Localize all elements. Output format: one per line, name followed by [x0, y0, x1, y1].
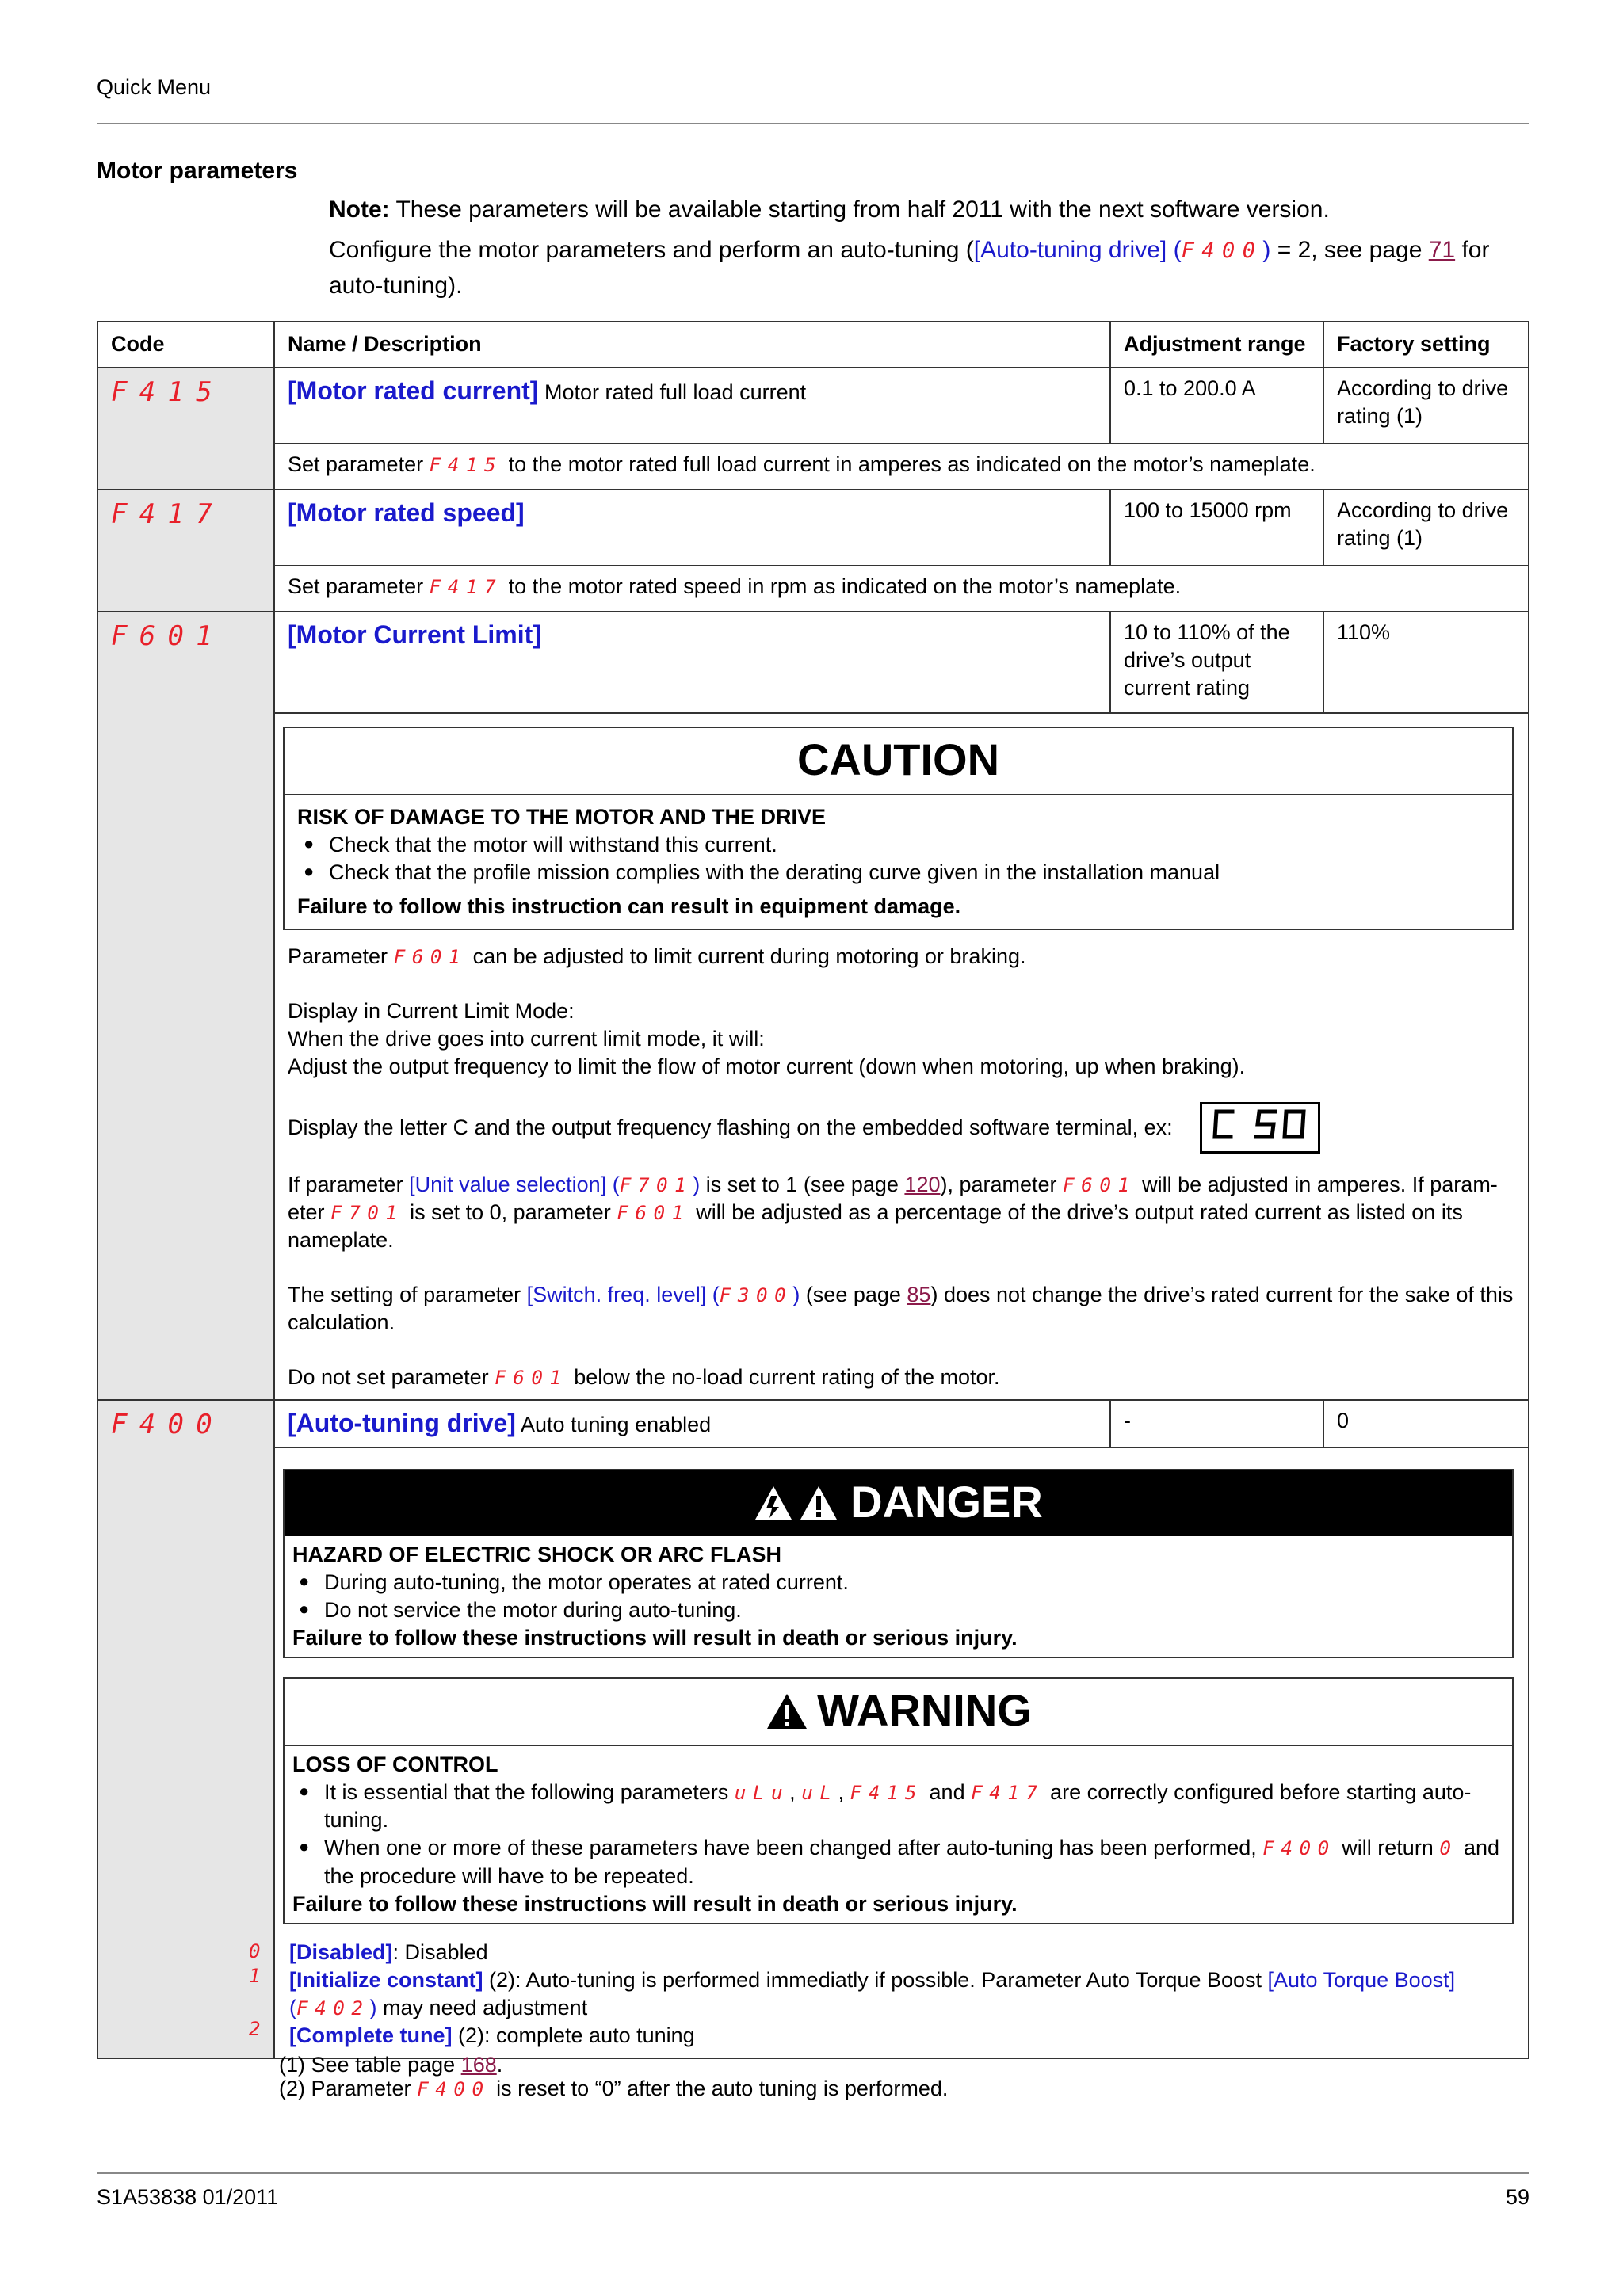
- footnotes: [279, 2054, 948, 2100]
- text-segment: [606, 1173, 613, 1196]
- param-name: [Motor rated current]: [288, 376, 539, 405]
- warning-bullet: [324, 1834, 1504, 1890]
- table-row: [97, 368, 1529, 444]
- option-text: [289, 1966, 1515, 2022]
- param-code: F415: [429, 453, 503, 476]
- text-segment: ,: [789, 1780, 802, 1805]
- header-name: Name / Description: [274, 322, 1110, 368]
- param-code: F400: [1262, 1836, 1336, 1860]
- text-segment: may need adjustment: [376, 1995, 588, 2019]
- table-row: [97, 490, 1529, 566]
- text-segment: [1167, 237, 1173, 263]
- option-text: [289, 2022, 1515, 2050]
- desc-line: Display the letter C and the output frequency flashing on the embedded software terminal, ex:: [288, 1115, 1173, 1139]
- param-code: F402: [296, 1996, 370, 2019]
- text-segment: can be adjusted to limit current during motoring or braking.: [467, 944, 1026, 969]
- desc-cell: [274, 444, 1529, 490]
- param-code: F417: [971, 1781, 1044, 1805]
- header-range: Adjustment range: [1110, 322, 1323, 368]
- code-f601: F601: [111, 620, 225, 652]
- warning-box: [283, 1677, 1514, 1924]
- table-row: [97, 1447, 1529, 2058]
- link-segment[interactable]: ): [693, 1172, 701, 1196]
- param-name: [Motor Current Limit]: [288, 620, 541, 649]
- page-number: 59: [1505, 2185, 1529, 2209]
- link-segment[interactable]: ): [369, 1995, 377, 2019]
- param-name: [Auto-tuning drive]: [288, 1409, 516, 1438]
- text-segment: will return: [1335, 1836, 1440, 1860]
- code-f415: F415: [111, 376, 225, 408]
- link-segment[interactable]: [Switch. freq. level]: [526, 1282, 707, 1306]
- page-link[interactable]: 168: [460, 2053, 497, 2077]
- desc-line: Adjust the output frequency to limit the flow of motor current (down when motoring, up when braking).: [288, 1055, 1246, 1079]
- desc-text: [288, 451, 1515, 479]
- text-segment: The setting of parameter: [288, 1282, 527, 1306]
- desc-line: When the drive goes into current limit mode, it will:: [288, 1027, 765, 1051]
- text-segment: These parameters will be available starting from half 2011 with the next software version.: [389, 196, 1330, 223]
- text-segment: It is essential that the following parameters: [324, 1780, 735, 1805]
- table-header-row: [97, 322, 1529, 368]
- page-link[interactable]: 71: [1428, 237, 1456, 263]
- param-code: F400: [1181, 238, 1263, 263]
- desc-text: [288, 943, 1515, 971]
- text-segment: ), parameter: [940, 1172, 1064, 1196]
- warning-icon: [765, 1691, 809, 1731]
- text-segment: = 2, see page: [1270, 237, 1429, 263]
- text-segment: Set parameter: [288, 574, 430, 598]
- range-cell: 10 to 110% of the drive’s output current rating: [1110, 612, 1323, 713]
- link-segment[interactable]: [Unit value selection]: [409, 1172, 607, 1196]
- danger-box: [283, 1469, 1514, 1658]
- param-code: F415: [850, 1781, 924, 1805]
- param-code: 0: [1439, 1836, 1458, 1860]
- text-segment: to the motor rated speed in rpm as indicated on the motor’s nameplate.: [502, 574, 1182, 598]
- warning-bullet: [324, 1779, 1504, 1834]
- desc-text: [288, 1281, 1515, 1337]
- table-row: [97, 713, 1529, 1400]
- desc-cell: [274, 713, 1529, 1400]
- desc-cell: [248, 1447, 1529, 2058]
- link-segment[interactable]: ): [1262, 237, 1271, 263]
- code-cell: [97, 368, 274, 490]
- link-segment[interactable]: (: [1173, 237, 1182, 263]
- option-code: 0: [248, 1939, 267, 1962]
- text-segment: If parameter: [288, 1172, 410, 1196]
- caution-heading: RISK OF DAMAGE TO THE MOTOR AND THE DRIVE: [297, 804, 827, 829]
- segment-display-c50: [1200, 1102, 1320, 1154]
- warning-title-bar: [285, 1679, 1512, 1746]
- param-code: F417: [429, 575, 503, 598]
- options-list: [248, 1937, 1528, 2050]
- text-segment: [706, 1283, 712, 1306]
- name-cell: [274, 490, 1110, 566]
- danger-bullet: ● Do not service the motor during auto-tuning.: [324, 1596, 1504, 1624]
- option-codes: [220, 1939, 267, 2042]
- text-segment: (2) Parameter: [279, 2076, 418, 2100]
- danger-bullet: ● During auto-tuning, the motor operates at rated current.: [324, 1569, 1504, 1596]
- desc-text: [288, 1363, 1515, 1391]
- table-row: [97, 612, 1529, 713]
- text-segment: (2): Auto-tuning is performed immediatly if possible. Parameter Auto Torque Boost: [483, 1967, 1268, 1992]
- desc-text: [288, 1171, 1515, 1254]
- name-cell: [274, 612, 1110, 713]
- desc-line: Display in Current Limit Mode:: [288, 999, 575, 1024]
- caution-bullet: ● Check that the profile mission complies with the derating curve given in the installation manual: [329, 859, 1499, 887]
- code-cell: [97, 612, 274, 1400]
- param-name: [Motor rated speed]: [288, 498, 525, 527]
- page-link[interactable]: 85: [907, 1282, 931, 1306]
- text-segment: ) does not change the drive’s rated current for the sake of this calculation.: [288, 1282, 1514, 1335]
- warning-failure: Failure to follow these instructions will result in death or serious injury.: [292, 1891, 1018, 1916]
- config-paragraph: [329, 232, 1529, 303]
- text-segment: (1) See table page: [279, 2053, 461, 2077]
- option-label[interactable]: [Disabled]: [289, 1939, 393, 1964]
- text-segment: will be adjusted as a percentage of the drive’s output rated current as listed on its nameplate.: [288, 1199, 1463, 1252]
- warning-heading: LOSS OF CONTROL: [292, 1753, 498, 1777]
- table-row: [97, 566, 1529, 612]
- danger-heading: HAZARD OF ELECTRIC SHOCK OR ARC FLASH: [292, 1543, 781, 1566]
- param-code: F601: [1063, 1173, 1136, 1196]
- param-code: F400: [417, 2077, 491, 2100]
- text-segment: (2): complete auto tuning: [452, 2023, 695, 2048]
- footnote-1: [279, 2054, 948, 2077]
- param-code: F601: [495, 1366, 568, 1390]
- range-cell: -: [1110, 1400, 1323, 1447]
- option-text: [289, 1939, 1515, 1966]
- name-cell: [274, 1400, 1110, 1447]
- note-paragraph: [329, 192, 1529, 227]
- link-segment[interactable]: [Auto-tuning drive]: [973, 237, 1167, 263]
- param-code: uL: [801, 1781, 838, 1805]
- option-label[interactable]: [Complete tune]: [289, 2023, 453, 2048]
- danger-hazard-icon: [754, 1483, 841, 1523]
- header-code: Code: [97, 322, 274, 368]
- desc-cell: [274, 566, 1529, 612]
- text-segment: Configure the motor parameters and perform an auto-tuning (: [329, 237, 974, 263]
- footnote-2: [279, 2077, 948, 2101]
- factory-cell: According to drive rating (1): [1323, 490, 1529, 566]
- table-row: [97, 444, 1529, 490]
- segment-display-icon: [1209, 1107, 1312, 1142]
- caution-failure: Failure to follow this instruction can result in equipment damage.: [297, 894, 961, 919]
- param-code: F601: [617, 1200, 690, 1224]
- danger-title-bar: [285, 1470, 1512, 1536]
- link-segment[interactable]: (: [612, 1172, 620, 1196]
- header-factory: Factory setting: [1323, 322, 1529, 368]
- link-segment[interactable]: ): [792, 1282, 800, 1306]
- desc-text: [288, 573, 1515, 601]
- danger-title: DANGER: [850, 1477, 1043, 1527]
- danger-failure: Failure to follow these instructions will result in death or serious injury.: [292, 1626, 1018, 1650]
- param-code: F300: [719, 1283, 793, 1306]
- code-f400: F400: [111, 1409, 225, 1441]
- warning-title: WARNING: [817, 1685, 1032, 1736]
- range-cell: 0.1 to 200.0 A: [1110, 368, 1323, 444]
- text-segment: Set parameter: [288, 452, 430, 476]
- caution-title: CAUTION: [285, 728, 1512, 795]
- header-rule: [97, 123, 1529, 124]
- factory-cell: 0: [1323, 1400, 1529, 1447]
- text-segment: will be adjusted in amperes. If param-eter: [288, 1172, 1498, 1224]
- name-cell: [274, 368, 1110, 444]
- link-segment[interactable]: (: [712, 1282, 720, 1306]
- factory-cell: 110%: [1323, 612, 1529, 713]
- text-segment: below the no-load current rating of the motor.: [567, 1365, 1000, 1390]
- table-row: [97, 1400, 1529, 1447]
- text-segment: is set to 0, parameter: [403, 1199, 617, 1224]
- param-code: F701: [619, 1173, 693, 1196]
- param-code: F601: [393, 945, 468, 969]
- link-segment[interactable]: (: [289, 1995, 296, 2019]
- footer-rule: [97, 2172, 1529, 2174]
- text-segment: : Disabled: [392, 1939, 488, 1964]
- text-segment: Do not set parameter: [288, 1365, 495, 1390]
- range-cell: 100 to 15000 rpm: [1110, 490, 1323, 566]
- code-cell: [97, 490, 274, 612]
- text-segment: When one or more of these parameters have been changed after auto-tuning has been performed,: [324, 1836, 1263, 1860]
- parameter-table: [97, 321, 1529, 2059]
- running-header: Quick Menu: [97, 75, 212, 99]
- display-example-line: [288, 1102, 1515, 1154]
- text-segment: to the motor rated full load current in amperes as indicated on the motor’s nameplate.: [502, 452, 1316, 476]
- text-segment: .: [496, 2053, 503, 2077]
- text-segment: Parameter: [288, 944, 394, 969]
- text-segment: and the procedure will have to be repeated.: [324, 1836, 1500, 1888]
- param-short-desc: Motor rated full load current: [544, 380, 807, 404]
- param-code: uLu: [734, 1781, 790, 1805]
- text-segment: are correctly configured before starting auto-tuning.: [324, 1780, 1472, 1833]
- caution-box: [283, 727, 1514, 930]
- bold-segment: Note:: [329, 196, 390, 223]
- factory-cell: According to drive rating (1): [1323, 368, 1529, 444]
- intro: [329, 192, 1529, 308]
- caution-bullet: ● Check that the motor will withstand this current.: [329, 831, 1499, 859]
- page-link[interactable]: 120: [904, 1172, 941, 1196]
- code-f417: F417: [111, 498, 225, 530]
- link-segment[interactable]: [Auto Torque Boost]: [1267, 1967, 1456, 1992]
- text-segment: (see page: [800, 1282, 907, 1306]
- text-segment: and: [923, 1780, 972, 1805]
- text-segment: for auto-tuning).: [329, 237, 1490, 299]
- text-segment: is set to 1 (see page: [700, 1172, 905, 1196]
- doc-id: S1A53838 01/2011: [97, 2185, 279, 2209]
- section-title: Motor parameters: [97, 158, 298, 184]
- param-short-desc: Auto tuning enabled: [520, 1413, 712, 1437]
- text-segment: ,: [838, 1780, 850, 1805]
- option-code: 1: [248, 1964, 267, 1988]
- option-code: 2: [248, 2016, 267, 2040]
- text-segment: is reset to “0” after the auto tuning is performed.: [490, 2076, 949, 2100]
- param-code: F701: [330, 1200, 404, 1224]
- option-label[interactable]: [Initialize constant]: [289, 1967, 483, 1992]
